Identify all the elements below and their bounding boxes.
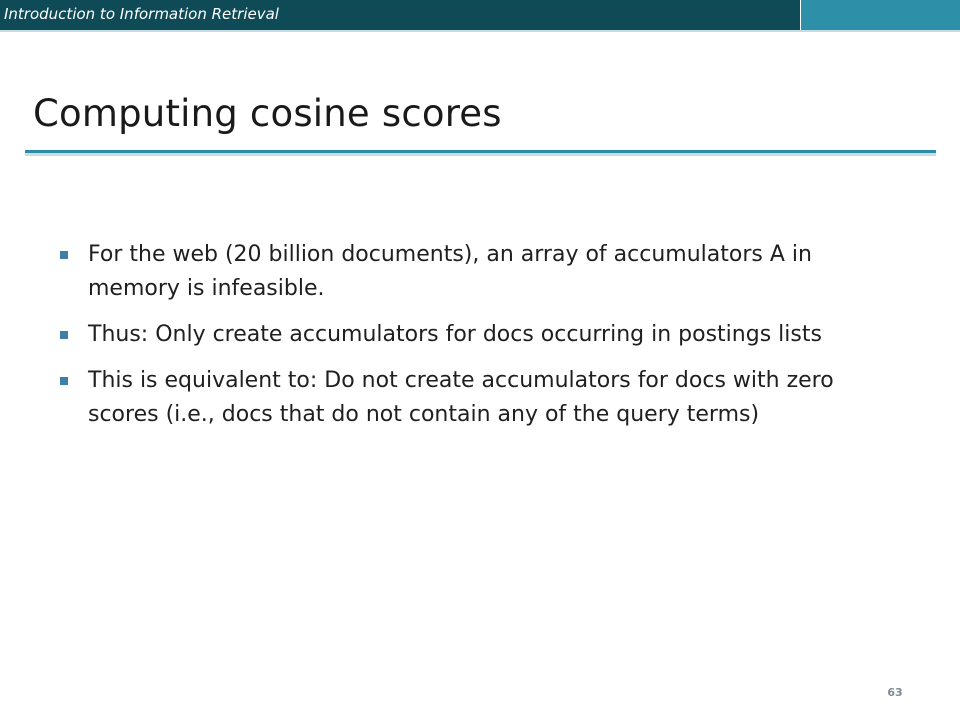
bullet-text: For the web (20 billion documents), an array of accumulators A in memory is infeasible. [88, 242, 812, 301]
square-bullet-icon [60, 251, 68, 259]
square-bullet-icon [60, 331, 68, 339]
bullet-item [58, 238, 908, 306]
bullet-list [58, 238, 908, 444]
square-bullet-icon [60, 377, 68, 385]
header-divider [0, 30, 960, 32]
course-title: Introduction to Information Retrieval [4, 5, 279, 23]
page-number: 63 [887, 686, 903, 699]
bullet-text: This is equivalent to: Do not create accumulators for docs with zero scores (i.e., docs that do not contain any of the query terms) [88, 368, 834, 427]
bullet-item [58, 318, 908, 352]
header-accent-block [801, 0, 960, 30]
bullet-item [58, 364, 908, 432]
slide-title: Computing cosine scores [33, 92, 502, 135]
title-underline-shadow [25, 153, 936, 156]
bullet-text: Thus: Only create accumulators for docs occurring in postings lists [88, 322, 822, 347]
